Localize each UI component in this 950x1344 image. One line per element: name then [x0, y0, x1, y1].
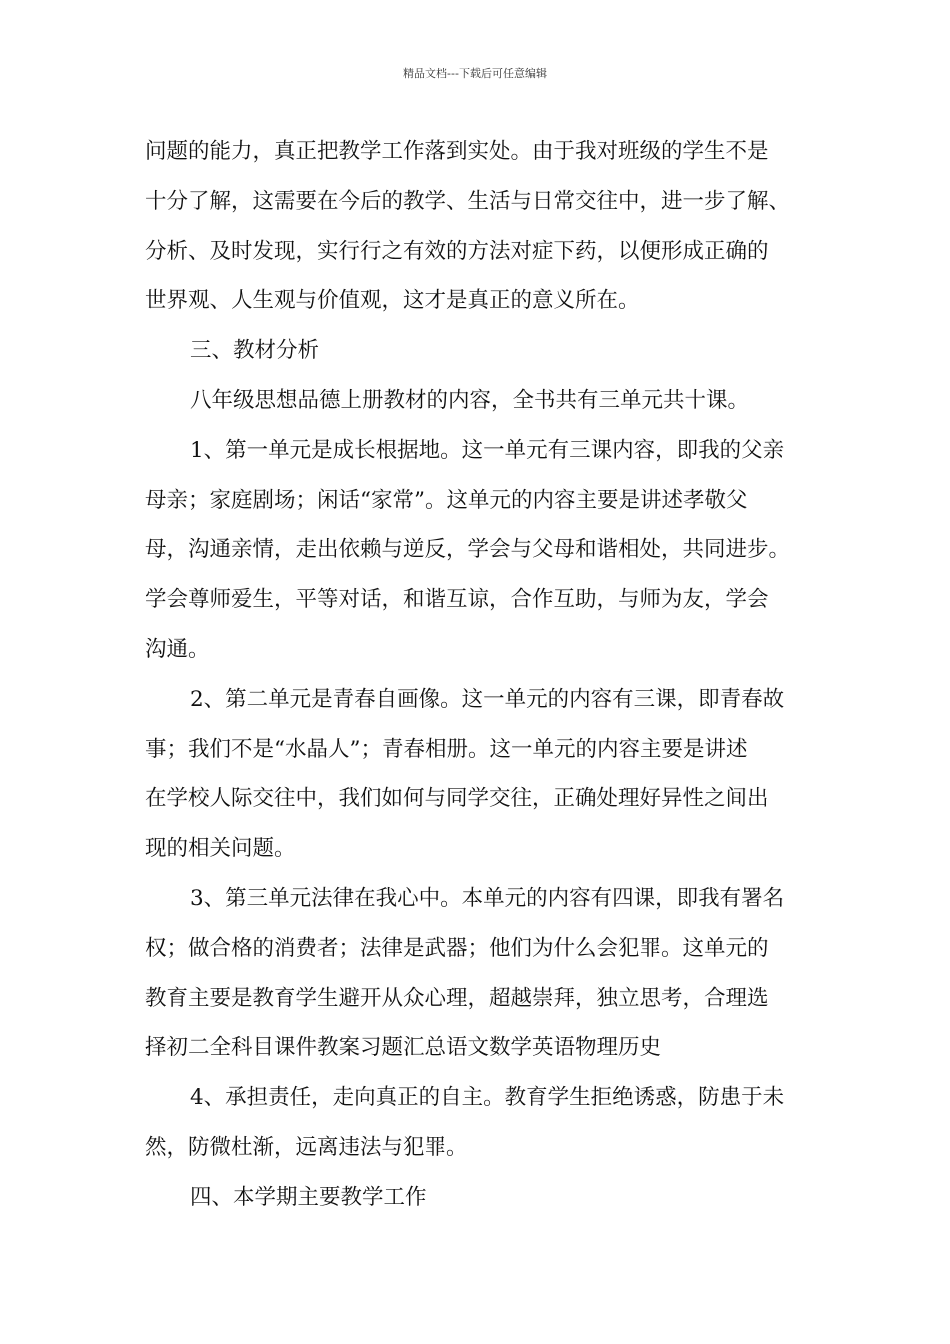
section-heading: 三、教材分析 — [190, 338, 320, 364]
text-line: 事；我们不是“水晶人”；青春相册。这一单元的内容主要是讲述 — [145, 736, 748, 762]
text-line: 分析、及时发现，实行行之有效的方法对症下药，以便形成正确的 — [145, 238, 769, 264]
paragraph-start: 八年级思想品德上册教材的内容，全书共有三单元共十课。 — [190, 387, 750, 413]
paragraph-start: 3、第三单元法律在我心中。本单元的内容有四课，即我有署名 — [190, 885, 785, 911]
text-line: 问题的能力，真正把教学工作落到实处。由于我对班级的学生不是 — [145, 139, 769, 164]
text-line: 世界观、人生观与价值观，这才是真正的意义所在。 — [145, 288, 640, 314]
text-line: 在学校人际交往中，我们如何与同学交往，正确处理好异性之间出 — [145, 786, 769, 812]
text-line: 母，沟通亲情，走出依赖与逆反，学会与父母和谐相处，共同进步。 — [145, 537, 791, 563]
text-line: 现的相关问题。 — [145, 836, 296, 862]
text-line: 权；做合格的消费者；法律是武器；他们为什么会犯罪。这单元的 — [145, 935, 769, 961]
document-body — [145, 127, 810, 1223]
paragraph-start: 2、第二单元是青春自画像。这一单元的内容有三课，即青春故 — [190, 686, 785, 712]
section-heading: 四、本学期主要教学工作 — [190, 1184, 427, 1210]
page-header: 精品文档---下载后可任意编辑 — [403, 67, 547, 80]
text-line: 母亲；家庭剧场；闲话“家常”。这单元的内容主要是讲述孝敬父 — [145, 487, 748, 513]
text-line: 学会尊师爱生，平等对话，和谐互谅，合作互助，与师为友，学会 — [145, 587, 769, 613]
paragraph-start: 1、第一单元是成长根据地。这一单元有三课内容，即我的父亲 — [190, 437, 785, 463]
text-line: 沟通。 — [145, 636, 210, 662]
text-line: 择初二全科目课件教案习题汇总语文数学英语物理历史 — [145, 1035, 662, 1061]
text-line: 教育主要是教育学生避开从众心理，超越崇拜，独立思考，合理选 — [145, 985, 769, 1011]
text-line: 十分了解，这需要在今后的教学、生活与日常交往中，进一步了解、 — [145, 188, 791, 214]
paragraph-start: 4、承担责任，走向真正的自主。教育学生拒绝诱惑，防患于未 — [190, 1085, 785, 1111]
text-line: 然，防微杜渐，远离违法与犯罪。 — [145, 1134, 468, 1160]
